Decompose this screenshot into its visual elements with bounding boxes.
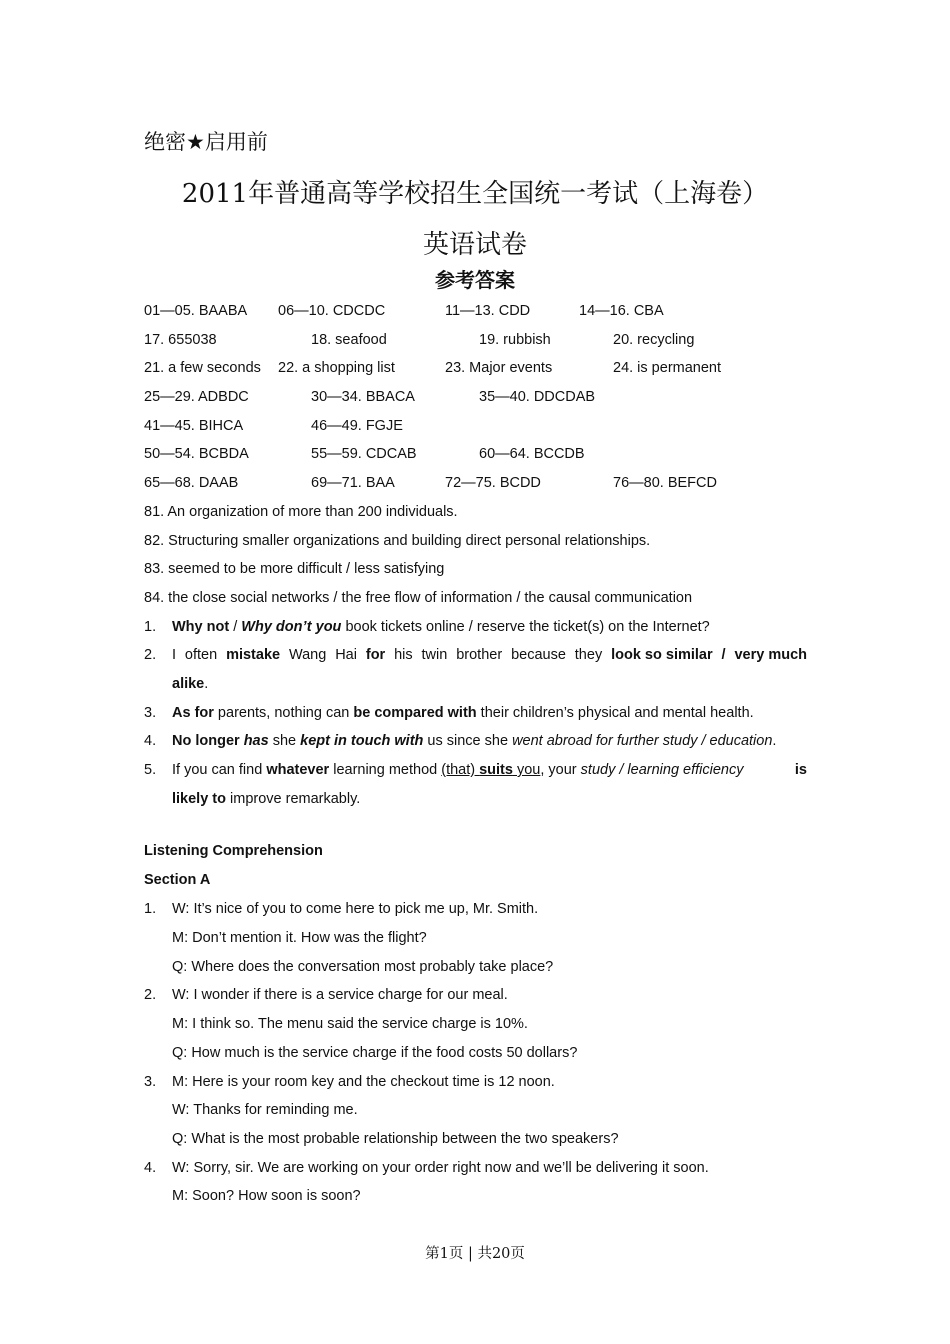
exam-subject: 英语试卷 — [422, 230, 527, 260]
answer-cell: 50—54. BCBDA — [144, 446, 249, 463]
item-number: 1. — [144, 618, 157, 635]
answer-cell: 14—16. CBA — [579, 303, 664, 319]
key-phrase: alike — [172, 675, 205, 692]
dialogue-line: M: I think so. The menu said the service charge is 10%. — [172, 1016, 528, 1033]
short-answer: 81. An organization of more than 200 individuals. — [144, 503, 458, 520]
answer-cell: 30—34. BBACA — [311, 389, 415, 406]
short-answer: 83. seemed to be more difficult / less satisfying — [144, 561, 445, 578]
translation-continuation — [144, 670, 807, 699]
key-phrase: mistake — [226, 647, 281, 664]
answer-cell: 24. is permanent — [613, 360, 722, 377]
answer-cell: 23. Major events — [445, 360, 553, 377]
key-phrase: has — [243, 733, 269, 750]
item-number: 4. — [144, 1159, 157, 1176]
item-number: 3. — [144, 1073, 157, 1090]
key-phrase: very much — [734, 647, 807, 664]
section-heading: Section A — [144, 872, 211, 889]
translation-item — [144, 699, 807, 728]
answer-row — [144, 383, 807, 412]
word: his — [394, 647, 413, 664]
text-run: . — [772, 733, 777, 750]
short-answer: 84. the close social networks / the free flow of information / the causal communication — [144, 589, 693, 606]
answer-cell: 60—64. BCCDB — [479, 446, 585, 463]
text-run: , your — [540, 762, 581, 778]
answer-cell: 22. a shopping list — [278, 360, 395, 377]
key-phrase: went abroad for further study / education — [512, 733, 773, 750]
short-answer: 82. Structuring smaller organizations and building direct personal relationships. — [144, 532, 651, 549]
key-phrase: / — [721, 647, 726, 664]
dialogue-line: W: It’s nice of you to come here to pick me up, Mr. Smith. — [172, 901, 539, 918]
item-number: 4. — [144, 733, 157, 750]
word: twin — [421, 647, 448, 664]
text-run: improve remarkably. — [226, 790, 361, 807]
confidential-label: 绝密★启用前 — [144, 130, 268, 154]
answer-cell: 18. seafood — [311, 331, 387, 348]
translation-continuation — [144, 785, 807, 814]
text-run: / — [229, 618, 242, 635]
question-line: Q: Where does the conversation most probably take place? — [172, 958, 554, 975]
key-phrase: look so similar — [611, 647, 713, 664]
answer-row — [144, 412, 807, 441]
word: often — [184, 647, 218, 664]
text-run: book tickets online / reserve the ticket(s) on the Internet? — [341, 618, 710, 635]
justified-line — [172, 756, 807, 785]
dialogue-line: M: Don’t mention it. How was the flight? — [172, 930, 427, 947]
text-run: you — [512, 762, 541, 778]
answer-row — [144, 326, 807, 355]
text-run: parents, nothing can — [213, 704, 354, 721]
translation-item — [144, 756, 807, 785]
text-run: us since she — [423, 733, 513, 750]
word: brother — [456, 647, 503, 664]
question-line: Q: What is the most probable relationship between the two speakers? — [172, 1130, 619, 1147]
answer-row — [144, 469, 807, 498]
listening-item — [144, 1154, 807, 1211]
item-number: 2. — [144, 987, 157, 1004]
key-phrase: Why not — [172, 618, 230, 635]
answer-row — [144, 354, 807, 383]
answer-cell: 76—80. BEFCD — [613, 475, 717, 492]
key-phrase: As for — [172, 704, 214, 721]
word: I — [172, 647, 177, 664]
item-number: 3. — [144, 704, 157, 721]
key-phrase: likely to — [172, 790, 226, 807]
item-number: 1. — [144, 901, 157, 918]
item-number: 5. — [144, 762, 157, 778]
key-phrase: is — [794, 762, 807, 778]
answer-cell: 69—71. BAA — [311, 475, 395, 492]
key-phrase: whatever — [266, 762, 330, 778]
underlined-phrase — [441, 762, 540, 778]
key-phrase: Why don’t you — [241, 618, 342, 635]
dialogue-line: M: Here is your room key and the checkout time is 12 noon. — [172, 1073, 555, 1090]
answer-cell: 20. recycling — [613, 331, 695, 348]
word: Wang — [288, 647, 327, 664]
answer-body — [144, 297, 807, 1211]
word: Hai — [335, 647, 357, 664]
answer-cell: 17. 655038 — [144, 331, 217, 348]
answer-cell: 65—68. DAAB — [144, 475, 239, 492]
translation-item — [144, 727, 807, 756]
dialogue-line: M: Soon? How soon is soon? — [172, 1188, 361, 1205]
page-footer: 第1页 | 共20页 — [425, 1246, 525, 1262]
answer-cell: 06—10. CDCDC — [278, 303, 386, 319]
dialogue-line: W: Sorry, sir. We are working on your order right now and we’ll be delivering it soon. — [172, 1159, 709, 1176]
answer-cell: 25—29. ADBDC — [144, 389, 249, 406]
answer-cell: 11—13. CDD — [445, 303, 531, 319]
listening-heading: Listening Comprehension — [144, 843, 323, 860]
answer-cell: 46—49. FGJE — [311, 417, 403, 434]
answer-cell: 19. rubbish — [479, 331, 551, 348]
text-run: If you can find — [172, 762, 267, 778]
answer-key-heading: 参考答案 — [435, 268, 515, 292]
answer-cell: 55—59. CDCAB — [311, 446, 417, 463]
word: because — [511, 647, 566, 664]
text-run: their children’s physical and mental health. — [476, 704, 754, 721]
listening-item — [144, 1068, 807, 1154]
answer-row — [144, 297, 807, 326]
word: they — [574, 647, 603, 664]
translation-item — [144, 613, 807, 642]
key-phrase: suits — [479, 762, 513, 778]
spacer — [144, 813, 807, 837]
translation-item — [144, 641, 807, 670]
key-phrase: study / learning efficiency — [580, 762, 744, 778]
answer-cell: 35—40. DDCDAB — [479, 389, 596, 406]
answer-cell: 72—75. BCDD — [445, 475, 541, 492]
text-run: learning method — [329, 762, 442, 778]
dialogue-line: W: I wonder if there is a service charge for our meal. — [172, 987, 508, 1004]
text-run: . — [204, 675, 209, 692]
listening-item — [144, 981, 807, 1067]
listening-item — [144, 895, 807, 981]
answer-cell: 01—05. BAABA — [144, 303, 248, 319]
text-run: (that) — [441, 762, 480, 778]
sentence-run — [172, 756, 743, 785]
key-phrase: No longer — [172, 733, 244, 750]
dialogue-line: W: Thanks for reminding me. — [172, 1102, 358, 1119]
answer-cell: 41—45. BIHCA — [144, 417, 244, 434]
item-number: 2. — [144, 647, 157, 664]
question-line: Q: How much is the service charge if the food costs 50 dollars? — [172, 1044, 578, 1061]
key-phrase: for — [365, 647, 386, 664]
exam-title: 2011年普通高等学校招生全国统一考试（上海卷） — [181, 179, 769, 209]
answer-cell: 21. a few seconds — [144, 360, 261, 377]
key-phrase: kept in touch with — [300, 733, 424, 750]
answer-row — [144, 440, 807, 469]
text-run: she — [268, 733, 301, 750]
justified-line — [172, 641, 807, 670]
key-phrase: be compared with — [353, 704, 477, 721]
